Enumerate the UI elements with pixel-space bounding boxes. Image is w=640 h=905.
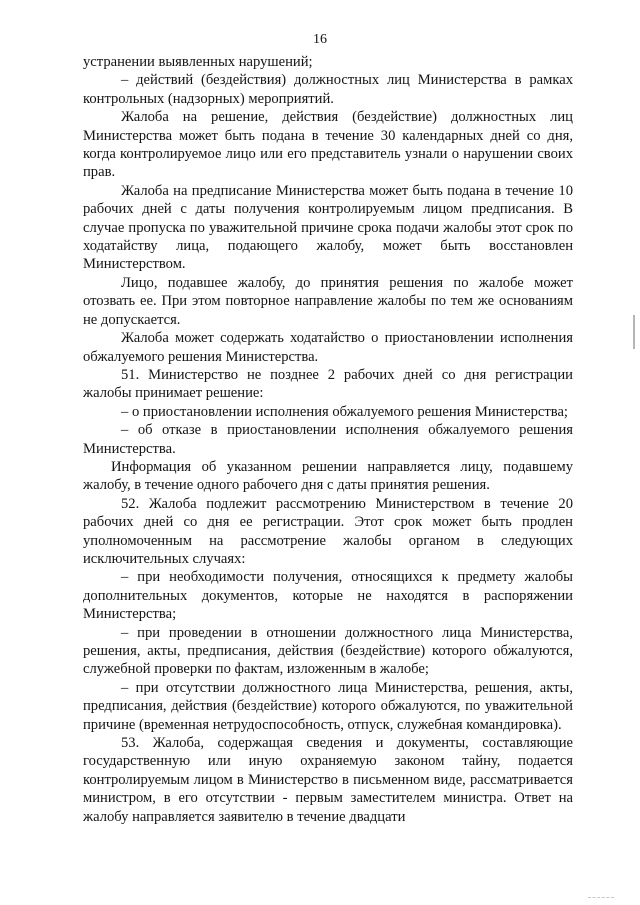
paragraph-11: 52. Жалоба подлежит рассмотрению Министерством в течение 20 рабочих дней со дня ее регистрации. Этот срок может быть продлен уполномоченным на рассмотрение жалобы органом в следующих исключительных случаях: <box>83 495 573 567</box>
paragraph-5: Лицо, подавшее жалобу, до принятия решения по жалобе может отозвать ее. При этом повторное направление жалобы по тем же основаниям не допускается. <box>83 274 573 328</box>
paragraph-8: – о приостановлении исполнения обжалуемого решения Министерства; <box>121 403 568 420</box>
paragraph-13: – при проведении в отношении должностного лица Министерства, решения, акты, предписания, действия (бездействие) которого обжалуются, служебной проверки по фактам, изложенным в жалобе; <box>83 624 573 678</box>
paragraph-14: – при отсутствии должностного лица Министерства, решения, акты, предписания, действия (бездействие) которого обжалуются, по уважительной причине (временная нетрудоспособность, отпуск, служебная командировка). <box>83 679 573 733</box>
paragraph-3: Жалоба на решение, действия (бездействие) должностных лиц Министерства может быть подана в течение 30 календарных дней со дня, когда контролируемое лицо или его представитель узнали о нарушении своих прав. <box>83 109 573 181</box>
paragraph-2: – действий (бездействия) должностных лиц Министерства в рамках контрольных (надзорных) мероприятий. <box>83 72 573 107</box>
document-body <box>83 53 573 826</box>
paragraph-12: – при необходимости получения, относящихся к предмету жалобы дополнительных документов, которые не находятся в распоряжении Министерства; <box>83 569 573 623</box>
paragraph-1: устранении выявленных нарушений; <box>83 54 313 70</box>
scan-edge-mark <box>633 315 635 349</box>
page-number: 16 <box>313 32 327 47</box>
paragraph-4: Жалоба на предписание Министерства может быть подана в течение 10 рабочих дней с даты получения контролируемым лицом предписания. В случае пропуска по уважительной причине срока подачи жалобы этот срок по ходатайству лица, подающего жалобу, может быть восстановлен Министерством. <box>83 182 573 273</box>
paragraph-7: 51. Министерство не позднее 2 рабочих дней со дня регистрации жалобы принимает решение: <box>83 366 573 402</box>
paragraph-10: Информация об указанном решении направляется лицу, подавшему жалобу, в течение одного рабочего дня с даты принятия решения. <box>83 458 573 494</box>
scan-corner-mark <box>588 897 614 899</box>
paragraph-9: – об отказе в приостановлении исполнения обжалуемого решения Министерства. <box>83 422 573 457</box>
paragraph-6: Жалоба может содержать ходатайство о приостановлении исполнения обжалуемого решения Министерства. <box>83 330 573 365</box>
paragraph-15: 53. Жалоба, содержащая сведения и документы, составляющие государственную или иную охраняемую законом тайну, подается контролируемым лицом в Министерство в письменном виде, рассматривается министром, в его отсутствии - первым заместителем министра. Ответ на жалобу направляется заявителю в течение двадцати <box>83 735 573 825</box>
